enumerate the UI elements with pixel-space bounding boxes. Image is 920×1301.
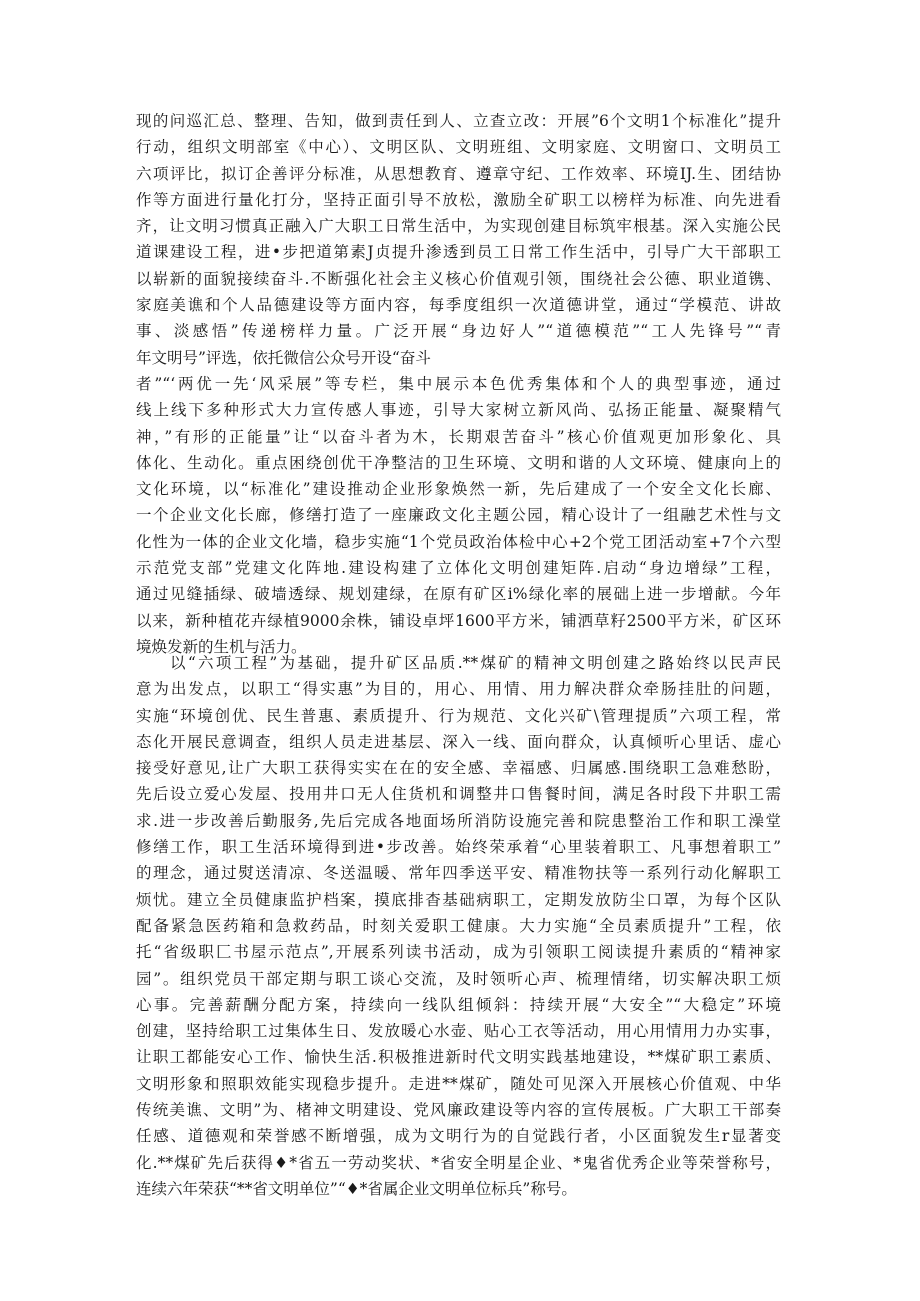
text-line: 现的问巡汇总、整理、告知，做到责任到人、立查立改：开展”6个文明1个标准化”提升 [136, 112, 781, 130]
text-line: 以来，新种植花卉绿植9000余株，铺设卓坪1600平方米，铺洒草籽2500平方米，矿区环 [136, 611, 781, 630]
text-line: 配备紧急医药箱和急救药品，时刻关爱职工健康。大力实施“全员素质提升”工程，依 [136, 916, 781, 935]
text-line: 修缮工作，职工生活环境得到进•步改善。始终荣承着“心里装着职工、凡事想着职工” [136, 838, 781, 857]
text-line: 体化、生动化。重点困绕创优干净整洁的卫生环境、文明和谐的人文环境、健康向上的 [136, 453, 781, 472]
text-line: 先后设立爱心发屋、投用井口无人住货机和调整井口售餐时间，满足各时段下井职工需 [136, 785, 781, 804]
text-line: 园”。组织党员干部定期与职工谈心交流，及时领听心声、梳理情绪，切实解决职工烦 [136, 969, 781, 988]
paragraph-civilization-standardization [136, 108, 781, 660]
text-line: 六项评比，拟订企善评分标准，从思想教育、遵章守纪、工作效率、环境IJ.生、团结协 [136, 164, 781, 183]
text-line: 者”“‘两优一先‘风采展”等专栏，集中展示本色优秀集体和个人的典型事迹，通过 [136, 374, 781, 393]
text-line: 实施“环境创优、民生普惠、素质提升、行为规范、文化兴矿\管理提质”六项工程，常 [136, 706, 781, 725]
text-line: 神，”有形的正能量”让“以奋斗者为木，长期艰苦奋斗”核心价值观更加形象化、具 [136, 427, 781, 446]
text-line: 境焕发新的生机与活力。 [136, 637, 307, 656]
text-line: 托“省级职匚书屋示范点”,开展系列读书活动，成为引领职工阅读提升素质的“精神家 [136, 943, 781, 962]
text-line: 作等方面进行量化打分，坚持正面引导不放松，激励全矿职工以榜样为标准、向先进看 [136, 190, 781, 209]
text-line: 事、淡感悟”传递榜样力量。广泛开展“身边好人”“道德模范”“工人先锋号”“青 [136, 322, 781, 341]
text-line: 以“六项工程”为基础，提升矿区品质.**煤矿的精神文明创建之路始终以民声民 [170, 654, 781, 672]
text-line: 任感、道德观和荣誉感不断增强，成为文明行为的自觉践行者，小区面貌发生r显著变 [136, 1127, 781, 1146]
text-line: 求.进一步改善后勤服务,先后完成各地面场所消防设施完善和院患整治工作和职工澡堂 [136, 811, 781, 830]
text-line: 的理念，通过熨送清凉、冬送温暖、常年四季送平安、精准物扶等一系列行动化解职工 [136, 864, 781, 883]
text-line: 示范党支部”党建文化阵地.建设构建了立体化文明创建矩阵.启动“身边增绿”工程， [136, 559, 781, 578]
text-line: 文明形象和照职效能实现稳步提升。走进**煤矿，随处可见深入开展核心价值观、中华 [136, 1074, 781, 1093]
text-line: 线上线下多种形式大力宣传感人事迹，引导大家树立新风尚、弘扬正能量、凝聚精气 [136, 401, 781, 420]
paragraph-six-projects [136, 650, 781, 1202]
text-line: 化性为一体的企业文化墙，稳步实施“1个党员政治体检中心+2个党工团活动室+7个六型 [136, 532, 781, 551]
text-line: 化.**煤矿先后获得♦*省五一劳动奖状、*省安全明星企业、*鬼省优秀企业等荣誉称号， [136, 1153, 781, 1172]
text-line: 态化开展民意调查，组织人员走进基层、深入一线、面向群众，认真倾听心里话、虚心 [136, 732, 781, 751]
text-line: 行动，组织文明部室《中心）、文明区队、文明班组、文明家庭、文明窗口、文明员工 [136, 138, 781, 157]
text-line: 接受好意见,让广大职工获得实实在在的安全感、幸福感、归属感.围绕职工急难愁盼， [136, 759, 781, 778]
text-line: 连续六年荣获“**省文明单位”“♦*省属企业文明单位标兵”称号。 [136, 1179, 577, 1198]
text-line: 齐，让文明习惯真正融入广大职工日常生活中，为实现创建目标筑牢根基。深入实施公民 [136, 217, 781, 236]
text-line: 创建，坚持给职工过集体生日、发放暖心水壶、贴心工衣等活动，用心用情用力办实事， [136, 1022, 781, 1041]
text-line: 年文明号”评选，依托微信公众号开设“奋斗 [136, 348, 431, 367]
text-line: 以崭新的面貌接续奋斗.不断强化社会主义核心价值观引领，围绕社会公德、职业道镌、 [136, 269, 781, 288]
text-line: 心事。完善薪酬分配方案，持续向一线队组倾斜：持续开展“大安全”“大稳定”环境 [136, 995, 781, 1014]
text-line: 文化环境，以“标准化”建设推动企业形象焕然一新，先后建成了一个安全文化长廊、 [136, 480, 781, 499]
text-line: 烦忧。建立全员健康监护档案，摸底排杳基础病职工，定期发放防尘口罩，为每个区队 [136, 890, 781, 909]
text-line: 让职工都能安心工作、愉快生活.积极推进新时代文明实践基地建设，**煤矿职工素质、 [136, 1048, 781, 1067]
text-line: 一个企业文化长廊，修缮打造了一座廉政文化主题公园，精心设计了一组融艺术性与文 [136, 506, 781, 525]
text-line: 道课建设工程，进•步把道第素J贞提升渗透到员工日常工作生活中，引导广大干部职工 [136, 243, 781, 262]
text-line: 家庭美谯和个人品德建设等方面内容，每季度组织一次道德讲堂，通过“学模范、讲故 [136, 296, 781, 315]
text-line: 意为出发点，以职工“得实惠”为目的，用心、用情、用力解决群众牵肠挂肚的问题， [136, 680, 781, 699]
text-line: 通过见缝插绿、破墙透绿、规划建绿，在原有矿区i%绿化率的展础上进一步增献。今年 [136, 585, 781, 604]
text-line: 传统美谯、文明”为、楮神文明建设、党风廉政建设等内容的宣传展板。广大职工干部奏 [136, 1101, 781, 1120]
